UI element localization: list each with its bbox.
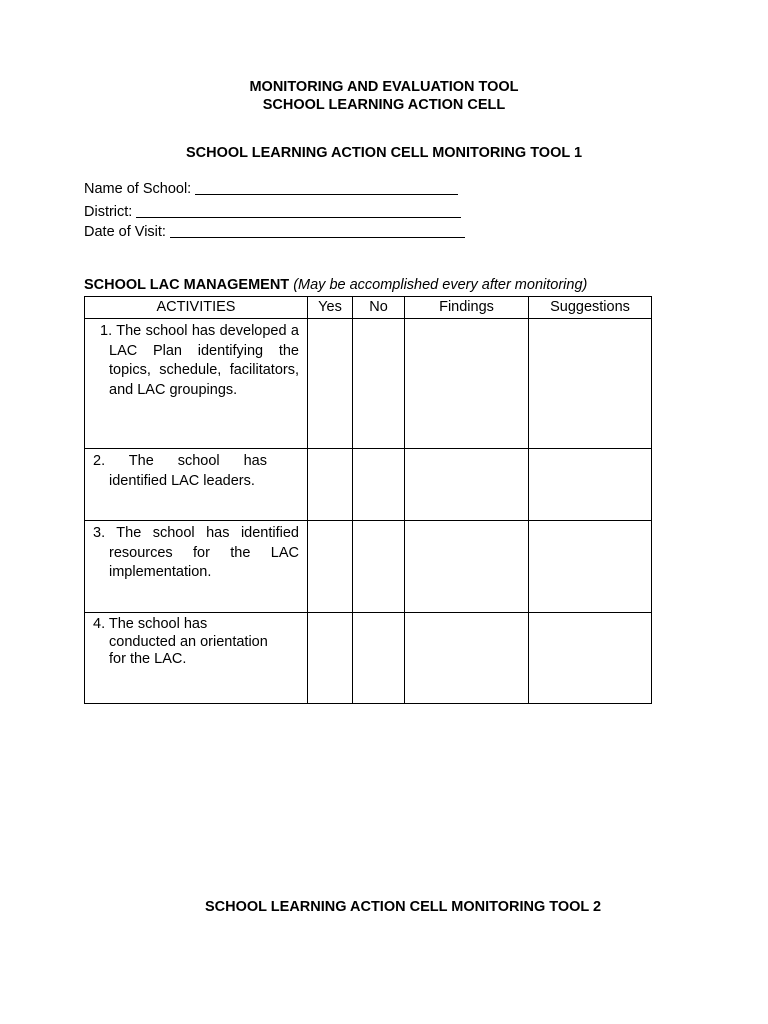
table-header-row <box>85 297 652 319</box>
document-subtitle: SCHOOL LEARNING ACTION CELL <box>262 97 506 113</box>
activity-cell <box>85 613 308 704</box>
findings-cell[interactable] <box>405 449 529 521</box>
suggestions-cell[interactable] <box>529 613 652 704</box>
district-field[interactable] <box>84 203 461 221</box>
no-cell[interactable] <box>353 449 405 521</box>
header-no: No <box>353 297 405 319</box>
date-of-visit-line[interactable] <box>170 236 465 238</box>
table-row <box>85 521 652 613</box>
suggestions-cell[interactable] <box>529 319 652 449</box>
section-note: (May be accomplished every after monitoring) <box>293 277 588 293</box>
no-cell[interactable] <box>353 613 405 704</box>
suggestions-cell[interactable] <box>529 449 652 521</box>
activity-cell <box>85 319 308 449</box>
yes-cell[interactable] <box>308 521 353 613</box>
activity-text: 4. The school has conducted an orientation for the LAC. <box>93 616 268 667</box>
activity-cell <box>85 449 308 521</box>
school-name-label: Name of School: <box>84 181 192 197</box>
date-of-visit-label: Date of Visit: <box>84 224 166 240</box>
findings-cell[interactable] <box>405 319 529 449</box>
tool-2-title: SCHOOL LEARNING ACTION CELL MONITORING TOOL 2 <box>205 899 602 915</box>
school-name-line[interactable] <box>195 193 458 195</box>
no-cell[interactable] <box>353 521 405 613</box>
activity-text: 1. The school has developed a LAC Plan identifying the topics, schedule, facilitators, and LAC groupings. <box>100 323 299 398</box>
activity-cell <box>85 521 308 613</box>
header-yes: Yes <box>308 297 353 319</box>
lac-management-table <box>84 296 652 704</box>
findings-cell[interactable] <box>405 613 529 704</box>
no-cell[interactable] <box>353 319 405 449</box>
document-title: MONITORING AND EVALUATION TOOL <box>249 79 519 95</box>
yes-cell[interactable] <box>308 319 353 449</box>
tool-1-title: SCHOOL LEARNING ACTION CELL MONITORING TOOL 1 <box>185 145 583 161</box>
district-label: District: <box>84 204 133 220</box>
suggestions-cell[interactable] <box>529 521 652 613</box>
table-row <box>85 319 652 449</box>
activity-text: 2. The school has identified LAC leaders. <box>93 453 267 489</box>
yes-cell[interactable] <box>308 449 353 521</box>
activity-text: 3. The school has identified resources for the LAC implementation. <box>93 525 299 580</box>
district-line[interactable] <box>136 216 461 218</box>
yes-cell[interactable] <box>308 613 353 704</box>
section-heading <box>84 276 587 294</box>
header-activities: ACTIVITIES <box>85 297 308 319</box>
header-suggestions: Suggestions <box>529 297 652 319</box>
table-row <box>85 449 652 521</box>
header-findings: Findings <box>405 297 529 319</box>
findings-cell[interactable] <box>405 521 529 613</box>
school-name-field[interactable] <box>84 180 458 198</box>
table-row <box>85 613 652 704</box>
section-title: SCHOOL LAC MANAGEMENT <box>84 277 290 293</box>
date-of-visit-field[interactable] <box>84 223 465 241</box>
